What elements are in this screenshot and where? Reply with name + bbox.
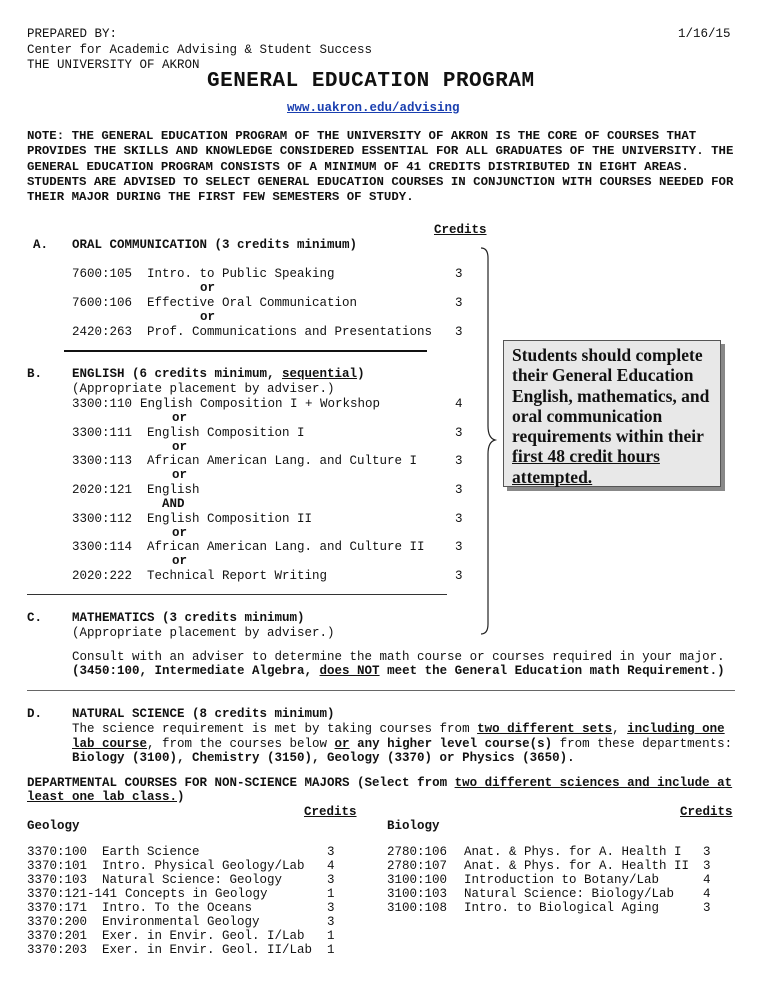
course-code: 3370:201 [27,929,88,943]
biology-credits-header: Credits [680,805,733,819]
course-name: English Composition II [147,512,313,526]
course-credits: 1 [327,929,335,943]
brace-icon [476,246,498,636]
course-credits: 3 [455,512,463,526]
course-name: Anat. & Phys. for A. Health II [464,859,690,873]
science-line-3: Biology (3100), Chemistry (3150), Geology (3370) or Physics (3650). [72,751,575,765]
course-name: Prof. Communications and Presentations [147,325,433,339]
callout-underlined: first 48 credit hours attempted. [512,446,660,487]
course-name: African American Lang. and Culture I [147,454,418,468]
geology-credits-header: Credits [304,805,357,819]
course-code: 3100:108 [387,901,448,915]
or-separator: or [172,468,188,482]
course-credits: 1 [327,887,335,901]
course-code: 3370:103 [27,873,88,887]
course-name: Natural Science: Biology/Lab [464,887,675,901]
course-code: 3300:113 [72,454,133,468]
course-credits: 4 [327,859,335,873]
course-credits: 3 [703,901,711,915]
course-credits: 3 [455,483,463,497]
course-name: English [147,483,200,497]
course-code: 3300:110 [72,397,133,411]
course-name: Environmental Geology [102,915,260,929]
university-name: THE UNIVERSITY OF AKRON [27,58,200,72]
section-c-sub: (Appropriate placement by adviser.) [72,626,335,640]
math-warning: (3450:100, Intermediate Algebra, does NOT meet the General Education math Requirement.) [72,664,725,678]
course-code: 2780:106 [387,845,448,859]
course-name: Technical Report Writing [147,569,328,583]
course-code: 3100:100 [387,873,448,887]
biology-title: Biology [387,819,440,833]
page-title: GENERAL EDUCATION PROGRAM [207,70,535,93]
section-b-letter: B. [27,367,43,381]
course-code: 3370:171 [27,901,88,915]
callout-box [503,340,721,487]
course-credits: 3 [455,296,463,310]
course-code: 3370:200 [27,915,88,929]
course-code: 7600:105 [72,267,133,281]
course-code: 2420:263 [72,325,133,339]
course-code: 2020:121 [72,483,133,497]
course-name: Intro. Physical Geology/Lab [102,859,305,873]
document-date: 1/16/15 [678,27,731,41]
section-b-heading: ENGLISH (6 credits minimum, sequential) [72,367,365,381]
course-name: English Composition I + Workshop [140,397,381,411]
section-divider [27,594,447,595]
or-separator: or [200,281,216,295]
science-line-1: The science requirement is met by taking courses from two different sets, including one [72,722,725,736]
course-credits: 3 [455,325,463,339]
and-separator: AND [162,497,185,511]
section-a-letter: A. [33,238,49,252]
course-code: 2020:222 [72,569,133,583]
course-name: Natural Science: Geology [102,873,283,887]
departmental-heading-cont: least one lab class.) [27,790,185,804]
course-name: African American Lang. and Culture II [147,540,425,554]
course-name: Earth Science [102,845,200,859]
section-a-heading: ORAL COMMUNICATION (3 credits minimum) [72,238,358,252]
course-code: 3300:111 [72,426,133,440]
section-divider [27,690,735,691]
course-credits: 3 [455,426,463,440]
course-credits: 4 [703,873,711,887]
course-credits: 3 [327,873,335,887]
course-credits: 3 [327,901,335,915]
or-separator: or [200,310,216,324]
course-credits: 3 [327,845,335,859]
course-name: Anat. & Phys. for A. Health I [464,845,682,859]
or-separator: or [172,411,188,425]
course-credits: 3 [327,915,335,929]
note-paragraph: NOTE: THE GENERAL EDUCATION PROGRAM OF THE UNIVERSITY OF AKRON IS THE CORE OF COURSES THAT PROVIDES THE SKILLS AND KNOWLEDGE CONSIDERED ESSENTIAL FOR ALL GRADUATES OF THE UNIVERSITY. THE GENERAL EDUCATION PROGRAM CONSISTS OF A MINIMUM OF 41 CREDITS DISTRIBUTED IN EIGHT AREAS. STUDENTS ARE ADVISED TO SELECT GENERAL EDUCATION COURSES IN CONJUNCTION WITH COURSES NEEDED FOR THEIR MAJOR DURING THE FIRST FEW SEMESTERS OF STUDY. [27,129,734,205]
course-name: Exer. in Envir. Geol. I/Lab [102,929,305,943]
math-consult-note: Consult with an adviser to determine the math course or courses required in your major. [72,650,725,664]
course-code: 7600:106 [72,296,133,310]
course-code: 3370:203 [27,943,88,957]
course-name: Effective Oral Communication [147,296,358,310]
prepared-by: PREPARED BY: [27,27,118,41]
course-name: Intro. To the Oceans [102,901,253,915]
course-credits: 3 [703,845,711,859]
course-credits: 3 [455,569,463,583]
course-code: 2780:107 [387,859,448,873]
course-code: 3370:101 [27,859,88,873]
course-name: Intro. to Biological Aging [464,901,660,915]
course-name: Intro. to Public Speaking [147,267,335,281]
course-code: 3100:103 [387,887,448,901]
course-name: Concepts in Geology [125,887,268,901]
course-name: Introduction to Botany/Lab [464,873,660,887]
callout-text: Students should complete their General Education English, mathematics, and oral communication requirements within their [512,345,710,447]
course-name: Exer. in Envir. Geol. II/Lab [102,943,313,957]
or-separator: or [172,440,188,454]
advising-link[interactable]: www.uakron.edu/advising [287,101,460,115]
course-code: 3300:114 [72,540,133,554]
course-credits: 3 [455,267,463,281]
credits-header: Credits [434,223,487,237]
course-credits: 4 [455,397,463,411]
course-code: 3370:121-141 [27,887,118,901]
or-separator: or [172,526,188,540]
section-b-sub: (Appropriate placement by adviser.) [72,382,335,396]
section-c-heading: MATHEMATICS (3 credits minimum) [72,611,305,625]
course-credits: 4 [703,887,711,901]
course-credits: 3 [455,540,463,554]
course-code: 3370:100 [27,845,88,859]
section-divider [64,350,427,352]
course-name: English Composition I [147,426,305,440]
geology-title: Geology [27,819,80,833]
center-name: Center for Academic Advising & Student Success [27,43,373,57]
course-credits: 3 [455,454,463,468]
section-c-letter: C. [27,611,43,625]
course-code: 3300:112 [72,512,133,526]
or-separator: or [172,554,188,568]
science-line-2: lab course, from the courses below or any higher level course(s) from these departments: [72,737,733,751]
departmental-heading: DEPARTMENTAL COURSES FOR NON-SCIENCE MAJORS (Select from two different sciences and include at [27,776,733,790]
course-credits: 1 [327,943,335,957]
section-d-heading: NATURAL SCIENCE (8 credits minimum) [72,707,335,721]
course-credits: 3 [703,859,711,873]
section-d-letter: D. [27,707,43,721]
